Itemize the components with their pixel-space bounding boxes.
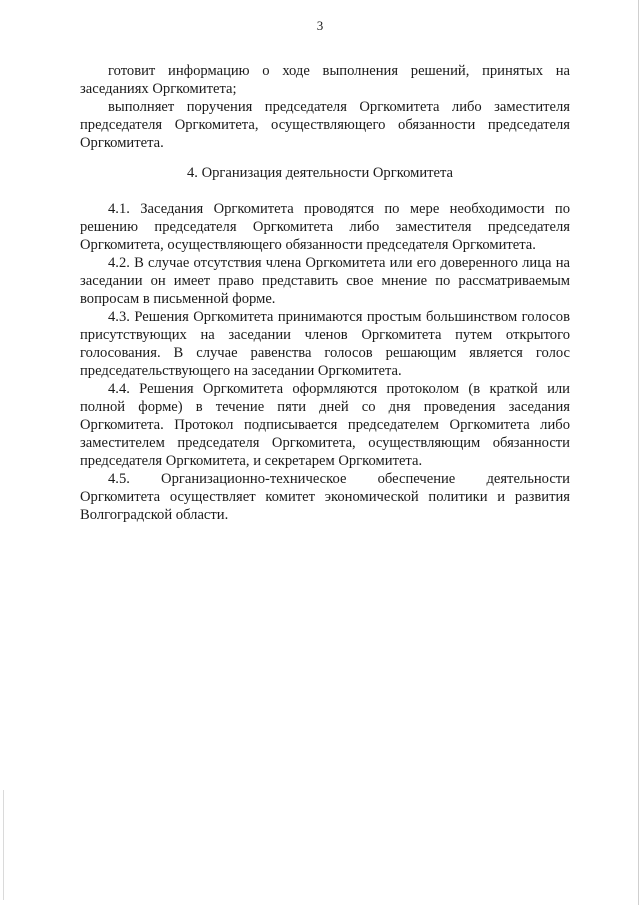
paragraph-executes-orders: выполняет поручения председателя Оргкомитета либо заместителя председателя Оргкомитета, осуществляющего обязанности председателя Оргкомитета.	[80, 99, 570, 151]
section-heading: 4. Организация деятельности Оргкомитета	[186, 165, 454, 181]
intro-text-block	[80, 62, 570, 152]
page-number: 3	[316, 18, 324, 33]
clause-4-5: 4.5. Организационно-техническое обеспечение деятельности Оргкомитета осуществляет комитет экономической политики и развития Волгоградской области.	[80, 471, 570, 523]
clause-4-4: 4.4. Решения Оргкомитета оформляются протоколом (в краткой или полной форме) в течение пяти дней со дня проведения заседания Оргкомитета. Протокол подписывается председателем Оргкомитета либо заместителем председателя Оргкомитета, осуществляющим обязанности председателя Оргкомитета, и секретарем Оргкомитета.	[80, 381, 570, 469]
clause-4-2: 4.2. В случае отсутствия члена Оргкомитета или его доверенного лица на заседании он имеет право представить свое мнение по рассматриваемым вопросам в письменной форме.	[80, 255, 570, 307]
page-edge-line	[638, 0, 639, 905]
paragraph-prepares-info: готовит информацию о ходе выполнения решений, принятых на заседаниях Оргкомитета;	[80, 63, 570, 97]
scan-edge-mark	[3, 790, 4, 900]
clause-4-1: 4.1. Заседания Оргкомитета проводятся по мере необходимости по решению председателя Оргкомитета либо заместителя председателя Оргкомитета, осуществляющего обязанности председателя Оргкомитета.	[80, 201, 570, 253]
section-4-body	[80, 200, 570, 524]
clause-4-3: 4.3. Решения Оргкомитета принимаются простым большинством голосов присутствующих на заседании членов Оргкомитета путем открытого голосования. В случае равенства голосов решающим является голос председательствующего на заседании Оргкомитета.	[80, 309, 570, 379]
